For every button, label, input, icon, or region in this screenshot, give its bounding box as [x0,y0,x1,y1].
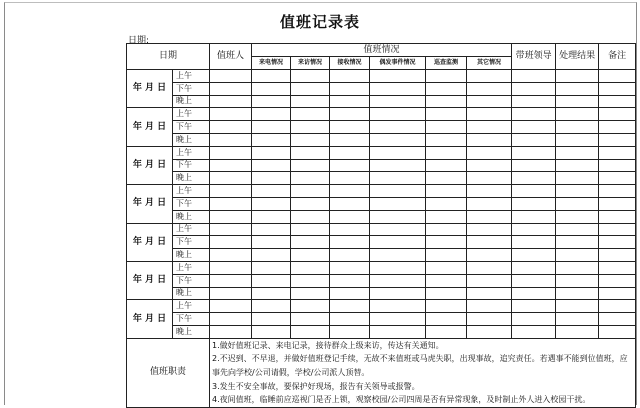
time-slot-cell: 上午 [173,185,210,198]
entry-cell[interactable] [467,210,512,223]
entry-cell[interactable] [370,70,426,83]
entry-cell[interactable] [210,236,252,249]
entry-cell[interactable] [330,172,370,185]
header-remarks: 备注 [599,44,636,70]
entry-cell[interactable] [210,223,252,236]
entry-cell[interactable] [467,300,512,313]
entry-cell[interactable] [291,236,330,249]
entry-cell[interactable] [556,185,599,198]
entry-cell[interactable] [252,82,291,95]
day-cell: 年 月 日 [127,300,173,338]
day-cell: 年 月 日 [127,185,173,223]
entry-cell[interactable] [210,146,252,159]
entry-cell[interactable] [370,82,426,95]
entry-cell[interactable] [599,274,636,287]
subheader-visits: 来访情况 [291,57,330,70]
entry-cell[interactable] [330,70,370,83]
entry-cell[interactable] [467,159,512,172]
entry-cell[interactable] [599,95,636,108]
date-label: 日期: [128,36,150,46]
entry-cell[interactable] [512,287,556,300]
entry-cell[interactable] [512,210,556,223]
entry-cell[interactable] [599,287,636,300]
entry-cell[interactable] [556,313,599,326]
entry-cell[interactable] [599,223,636,236]
entry-cell[interactable] [291,197,330,210]
entry-cell[interactable] [291,300,330,313]
entry-cell[interactable] [210,108,252,121]
entry-cell[interactable] [599,210,636,223]
entry-cell[interactable] [556,133,599,146]
document-title: 值班记录表 [279,13,360,31]
entry-cell[interactable] [370,261,426,274]
time-slot-cell: 上午 [173,223,210,236]
entry-cell[interactable] [210,70,252,83]
entry-cell[interactable] [599,249,636,262]
entry-cell[interactable] [599,108,636,121]
entry-cell[interactable] [291,159,330,172]
day-cell: 年 月 日 [127,146,173,184]
responsibility-text [210,338,636,407]
time-slot-cell: 上午 [173,70,210,83]
entry-cell[interactable] [426,133,467,146]
entry-cell[interactable] [291,133,330,146]
entry-cell[interactable] [512,108,556,121]
entry-cell[interactable] [370,287,426,300]
entry-cell[interactable] [599,197,636,210]
entry-cell[interactable] [512,82,556,95]
entry-cell[interactable] [370,313,426,326]
entry-cell[interactable] [426,223,467,236]
time-slot-cell: 上午 [173,300,210,313]
entry-cell[interactable] [210,249,252,262]
entry-cell[interactable] [512,95,556,108]
entry-cell[interactable] [210,287,252,300]
time-slot-cell: 下午 [173,274,210,287]
day-cell: 年 月 日 [127,108,173,146]
entry-cell[interactable] [599,236,636,249]
day-cell: 年 月 日 [127,223,173,261]
entry-cell[interactable] [252,313,291,326]
time-slot-cell: 下午 [173,82,210,95]
entry-cell[interactable] [330,197,370,210]
entry-cell[interactable] [556,70,599,83]
subheader-receipts: 接收情况 [330,57,370,70]
entry-cell[interactable] [556,172,599,185]
table-row [127,172,636,185]
entry-cell[interactable] [291,82,330,95]
subheader-patrol: 巡查监测 [426,57,467,70]
entry-cell[interactable] [330,287,370,300]
entry-cell[interactable] [556,95,599,108]
subheader-calls: 来电情况 [252,57,291,70]
entry-cell[interactable] [370,236,426,249]
entry-cell[interactable] [330,249,370,262]
entry-cell[interactable] [512,313,556,326]
entry-cell[interactable] [291,274,330,287]
entry-cell[interactable] [599,70,636,83]
entry-cell[interactable] [252,274,291,287]
time-slot-cell: 晚上 [173,210,210,223]
entry-cell[interactable] [467,172,512,185]
entry-cell[interactable] [512,172,556,185]
entry-cell[interactable] [426,236,467,249]
table-row [127,146,636,159]
entry-cell[interactable] [330,146,370,159]
entry-cell[interactable] [210,300,252,313]
entry-cell[interactable] [252,236,291,249]
entry-cell[interactable] [291,325,330,338]
entry-cell[interactable] [556,146,599,159]
entry-cell[interactable] [370,325,426,338]
entry-cell[interactable] [330,159,370,172]
entry-cell[interactable] [556,287,599,300]
entry-cell[interactable] [330,185,370,198]
entry-cell[interactable] [426,313,467,326]
entry-cell[interactable] [467,249,512,262]
entry-cell[interactable] [252,223,291,236]
entry-cell[interactable] [467,197,512,210]
time-slot-cell: 下午 [173,159,210,172]
time-slot-cell: 下午 [173,121,210,134]
entry-cell[interactable] [599,185,636,198]
table-row [127,300,636,313]
entry-cell[interactable] [512,261,556,274]
entry-cell[interactable] [426,249,467,262]
header-date: 日期 [127,44,210,70]
entry-cell[interactable] [599,159,636,172]
time-slot-cell: 上午 [173,261,210,274]
table-row [127,287,636,300]
time-slot-cell: 晚上 [173,249,210,262]
entry-cell[interactable] [291,70,330,83]
entry-cell[interactable] [426,82,467,95]
entry-cell[interactable] [426,185,467,198]
responsibility-item: 2.不迟到、不早退，并做好值班登记手续，无故不来值班或马虎失职，出现事故，追究责任。若遇事不能到位值班，应事先向学校/公司请假，学校/公司派人顶替。 [212,354,628,377]
entry-cell[interactable] [291,121,330,134]
entry-cell[interactable] [370,197,426,210]
entry-cell[interactable] [370,223,426,236]
entry-cell[interactable] [512,223,556,236]
entry-cell[interactable] [467,121,512,134]
entry-cell[interactable] [252,197,291,210]
entry-cell[interactable] [599,82,636,95]
entry-cell[interactable] [291,146,330,159]
time-slot-cell: 晚上 [173,133,210,146]
entry-cell[interactable] [291,108,330,121]
entry-cell[interactable] [512,146,556,159]
entry-cell[interactable] [252,95,291,108]
entry-cell[interactable] [330,313,370,326]
entry-cell[interactable] [370,121,426,134]
entry-cell[interactable] [291,287,330,300]
entry-cell[interactable] [291,249,330,262]
entry-cell[interactable] [210,121,252,134]
entry-cell[interactable] [599,121,636,134]
table-row [127,274,636,287]
responsibility-item: 1.做好值班记录、来电记录，接待群众上级来访，传达有关通知。 [212,340,444,350]
entry-cell[interactable] [210,172,252,185]
table-row [127,82,636,95]
table-row [127,121,636,134]
entry-cell[interactable] [556,274,599,287]
entry-cell[interactable] [252,210,291,223]
entry-cell[interactable] [370,249,426,262]
header-duty-situation: 值班情况 [252,44,512,57]
entry-cell[interactable] [599,325,636,338]
entry-cell[interactable] [210,159,252,172]
entry-cell[interactable] [426,159,467,172]
table-row [127,223,636,236]
entry-cell[interactable] [252,146,291,159]
entry-cell[interactable] [556,159,599,172]
entry-cell[interactable] [252,300,291,313]
entry-cell[interactable] [467,274,512,287]
subheader-incidents: 偶发事件情况 [370,57,426,70]
entry-cell[interactable] [426,121,467,134]
table-row [127,108,636,121]
table-row [127,249,636,262]
entry-cell[interactable] [556,121,599,134]
entry-cell[interactable] [291,185,330,198]
entry-cell[interactable] [291,313,330,326]
entry-cell[interactable] [467,325,512,338]
entry-cell[interactable] [370,159,426,172]
time-slot-cell: 上午 [173,108,210,121]
entry-cell[interactable] [467,261,512,274]
responsibility-row [127,338,636,407]
entry-cell[interactable] [467,223,512,236]
entry-cell[interactable] [252,172,291,185]
entry-cell[interactable] [426,146,467,159]
entry-cell[interactable] [370,108,426,121]
entry-cell[interactable] [599,146,636,159]
table-row [127,236,636,249]
header-leader: 带班领导 [512,44,556,70]
entry-cell[interactable] [210,82,252,95]
entry-cell[interactable] [330,325,370,338]
responsibility-label: 值班职责 [127,338,210,407]
entry-cell[interactable] [252,108,291,121]
entry-cell[interactable] [370,146,426,159]
entry-cell[interactable] [426,70,467,83]
header-result: 处理结果 [556,44,599,70]
entry-cell[interactable] [556,223,599,236]
entry-cell[interactable] [556,197,599,210]
time-slot-cell: 下午 [173,197,210,210]
entry-cell[interactable] [556,210,599,223]
entry-cell[interactable] [467,287,512,300]
entry-cell[interactable] [467,185,512,198]
entry-cell[interactable] [426,287,467,300]
header-on-duty: 值班人 [210,44,252,70]
entry-cell[interactable] [210,197,252,210]
entry-cell[interactable] [599,172,636,185]
entry-cell[interactable] [330,121,370,134]
entry-cell[interactable] [426,325,467,338]
entry-cell[interactable] [291,223,330,236]
entry-cell[interactable] [370,274,426,287]
duty-record-table [126,43,636,408]
entry-cell[interactable] [467,70,512,83]
time-slot-cell: 晚上 [173,325,210,338]
table-row [127,70,636,83]
entry-cell[interactable] [330,82,370,95]
entry-cell[interactable] [210,133,252,146]
subheader-other: 其它情况 [467,57,512,70]
entry-cell[interactable] [370,300,426,313]
entry-cell[interactable] [467,82,512,95]
entry-cell[interactable] [467,146,512,159]
entry-cell[interactable] [556,236,599,249]
entry-cell[interactable] [330,210,370,223]
table-row [127,325,636,338]
entry-cell[interactable] [291,172,330,185]
entry-cell[interactable] [252,70,291,83]
entry-cell[interactable] [512,197,556,210]
entry-cell[interactable] [330,108,370,121]
entry-cell[interactable] [467,133,512,146]
table-row [127,133,636,146]
entry-cell[interactable] [556,108,599,121]
entry-cell[interactable] [252,159,291,172]
entry-cell[interactable] [426,300,467,313]
entry-cell[interactable] [599,133,636,146]
entry-cell[interactable] [210,261,252,274]
entry-cell[interactable] [210,95,252,108]
entry-cell[interactable] [556,300,599,313]
time-slot-cell: 下午 [173,236,210,249]
entry-cell[interactable] [556,261,599,274]
entry-cell[interactable] [512,159,556,172]
entry-cell[interactable] [370,210,426,223]
table-row [127,261,636,274]
entry-cell[interactable] [210,274,252,287]
day-cell: 年 月 日 [127,70,173,108]
entry-cell[interactable] [556,249,599,262]
entry-cell[interactable] [370,95,426,108]
entry-cell[interactable] [252,249,291,262]
entry-cell[interactable] [426,197,467,210]
time-slot-cell: 下午 [173,313,210,326]
table-row [127,185,636,198]
entry-cell[interactable] [330,133,370,146]
entry-cell[interactable] [556,325,599,338]
entry-cell[interactable] [599,300,636,313]
entry-cell[interactable] [467,236,512,249]
entry-cell[interactable] [512,249,556,262]
entry-cell[interactable] [512,236,556,249]
entry-cell[interactable] [291,261,330,274]
time-slot-cell: 上午 [173,146,210,159]
entry-cell[interactable] [370,185,426,198]
entry-cell[interactable] [330,300,370,313]
time-slot-cell: 晚上 [173,95,210,108]
entry-cell[interactable] [599,313,636,326]
entry-cell[interactable] [252,121,291,134]
entry-cell[interactable] [210,210,252,223]
table-row [127,210,636,223]
entry-cell[interactable] [370,172,426,185]
entry-cell[interactable] [252,133,291,146]
time-slot-cell: 晚上 [173,287,210,300]
entry-cell[interactable] [426,261,467,274]
responsibility-item: 3.发生不安全事故，要保护好现场，报告有关领导或报警。 [212,381,420,391]
entry-cell[interactable] [330,261,370,274]
entry-cell[interactable] [599,261,636,274]
entry-cell[interactable] [330,236,370,249]
entry-cell[interactable] [512,300,556,313]
entry-cell[interactable] [370,133,426,146]
entry-cell[interactable] [252,261,291,274]
day-cell: 年 月 日 [127,261,173,299]
entry-cell[interactable] [467,313,512,326]
entry-cell[interactable] [426,95,467,108]
entry-cell[interactable] [210,313,252,326]
entry-cell[interactable] [512,70,556,83]
entry-cell[interactable] [512,325,556,338]
entry-cell[interactable] [467,95,512,108]
time-slot-cell: 晚上 [173,172,210,185]
entry-cell[interactable] [512,133,556,146]
table-row [127,159,636,172]
entry-cell[interactable] [512,274,556,287]
table-row [127,95,636,108]
entry-cell[interactable] [512,121,556,134]
entry-cell[interactable] [210,185,252,198]
responsibility-item: 4.夜间值班，临睡前应巡视门是否上锁，观察校园/公司四周是否有异常现象，及时制止外人进入校园干扰。 [212,395,591,405]
entry-cell[interactable] [467,108,512,121]
entry-cell[interactable] [426,172,467,185]
table-row [127,313,636,326]
entry-cell[interactable] [556,82,599,95]
entry-cell[interactable] [291,210,330,223]
entry-cell[interactable] [252,325,291,338]
entry-cell[interactable] [426,274,467,287]
table-row [127,197,636,210]
entry-cell[interactable] [426,108,467,121]
entry-cell[interactable] [512,185,556,198]
entry-cell[interactable] [252,185,291,198]
entry-cell[interactable] [330,223,370,236]
entry-cell[interactable] [252,287,291,300]
entry-cell[interactable] [210,325,252,338]
entry-cell[interactable] [291,95,330,108]
entry-cell[interactable] [330,95,370,108]
entry-cell[interactable] [426,210,467,223]
entry-cell[interactable] [330,274,370,287]
